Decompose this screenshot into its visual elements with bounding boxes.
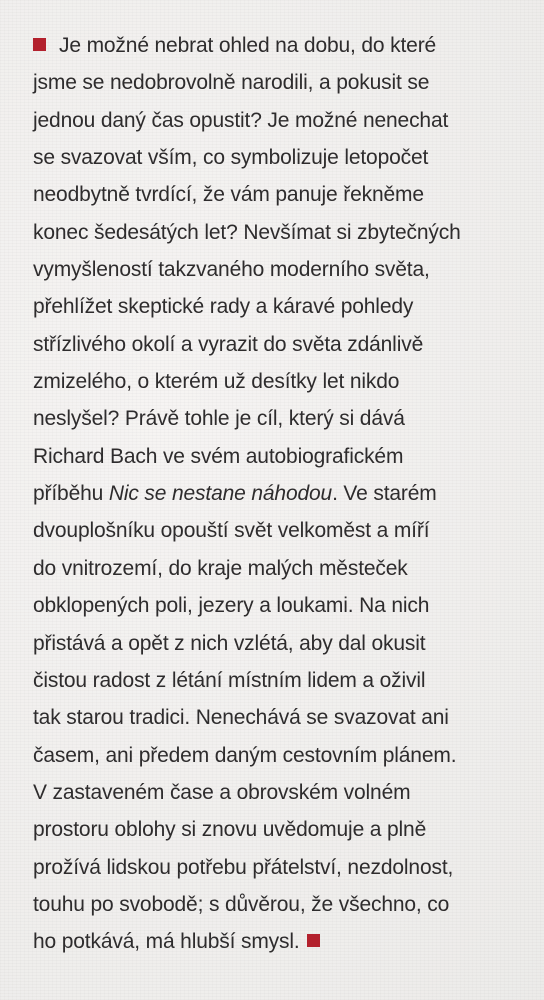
blurb-line: vymyšleností takzvaného moderního světa, bbox=[33, 258, 430, 282]
blurb-line bbox=[33, 27, 533, 64]
blurb-line: se svazovat vším, co symbolizuje letopočet bbox=[33, 146, 429, 170]
blurb-line: jsme se nedobrovolně narodili, a pokusit se bbox=[33, 71, 430, 95]
blurb-line: konec šedesátých let? Nevšímat si zbytečných bbox=[33, 220, 461, 244]
blurb-line: časem, ani předem daným cestovním plánem. bbox=[33, 743, 457, 767]
blurb-line: V zastaveném čase a obrovském volném bbox=[33, 780, 411, 804]
blurb-line: do vnitrozemí, do kraje malých městeček bbox=[33, 556, 408, 580]
blurb-line: tak starou tradici. Nenechává se svazovat ani bbox=[33, 706, 449, 730]
blurb-line: touhu po svobodě; s důvěrou, že všechno, co bbox=[33, 892, 450, 916]
blurb-line: přistává a opět z nich vzlétá, aby dal okusit bbox=[33, 631, 426, 655]
blurb-line bbox=[33, 475, 533, 512]
blurb-line-text: Je možné nebrat ohled na dobu, do které bbox=[59, 34, 437, 57]
blurb-line: přehlížet skeptické rady a káravé pohledy bbox=[33, 295, 414, 319]
blurb-line: Richard Bach ve svém autobiografickém bbox=[33, 444, 404, 468]
blurb-line: obklopených poli, jezery a loukami. Na nich bbox=[33, 594, 430, 618]
book-title-italic: Nic se nestane náhodou bbox=[108, 482, 333, 506]
blurb-line-text: ho potkává, má hlubší smysl. bbox=[33, 930, 300, 954]
blurb-line: prožívá lidskou potřebu přátelství, nezdolnost, bbox=[33, 855, 454, 879]
blurb-line-text: příběhu bbox=[33, 482, 109, 506]
blurb-line: prostoru oblohy si znovu uvědomuje a plně bbox=[33, 818, 427, 842]
blurb-line: neslyšel? Právě tohle je cíl, který si dává bbox=[33, 407, 405, 431]
blurb-line: neodbytně tvrdící, že vám panuje řekněme bbox=[33, 183, 424, 207]
blurb-line: dvouplošníku opouští svět velkoměst a míří bbox=[33, 519, 430, 543]
blurb-line-text: . Ve starém bbox=[332, 482, 437, 506]
red-square-icon bbox=[33, 38, 46, 51]
blurb-line: jednou daný čas opustit? Je možné nenechat bbox=[33, 108, 449, 132]
red-square-icon bbox=[307, 934, 320, 947]
blurb-line: čistou radost z létání místním lidem a oživil bbox=[33, 668, 426, 692]
book-blurb bbox=[33, 27, 533, 961]
blurb-line bbox=[33, 923, 533, 960]
blurb-line: zmizelého, o kterém už desítky let nikdo bbox=[33, 370, 400, 394]
blurb-line: střízlivého okolí a vyrazit do světa zdánlivě bbox=[33, 332, 424, 356]
